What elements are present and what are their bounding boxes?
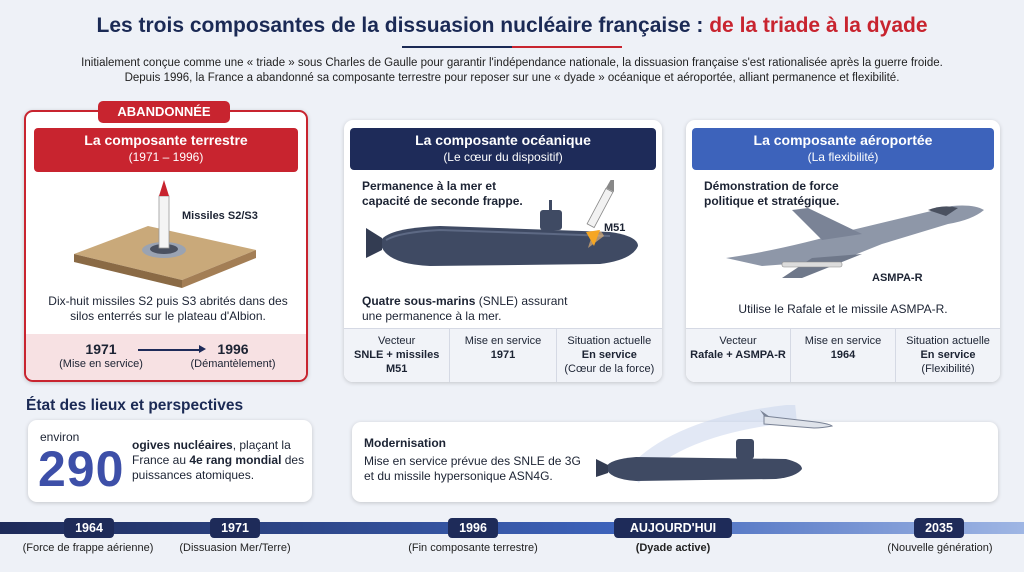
warheads-bold-2: 4e rang mondial <box>189 453 282 467</box>
terrestre-description: Dix-huit missiles S2 puis S3 abrités dans des silos enterrés sur le plateau d'Albion. <box>48 294 288 323</box>
aeroportee-description: Utilise le Rafale et le missile ASMPA-R. <box>738 302 948 316</box>
intro-line-1: Initialement conçue comme une « triade » sous Charles de Gaulle pour garantir l'indépendance nationale, la dissuasion française s'est rationalisée après la guerre froide. <box>81 57 943 69</box>
oceanique-desc-rest: (SNLE) assurant une permanence à la mer. <box>362 294 568 323</box>
terrestre-end-year: 1996 <box>217 341 249 357</box>
terrestre-header <box>34 128 298 172</box>
oceanique-stat-situation <box>556 329 662 382</box>
stat-value: En service <box>920 349 976 361</box>
title-main: Les trois composantes de la dissuasion nucléaire française : <box>96 14 710 37</box>
abandoned-badge: ABANDONNÉE <box>98 101 230 123</box>
warheads-text-1: , plaçant la France au <box>132 438 291 467</box>
timeline-label-today: (Dyade active) <box>635 542 711 554</box>
intro-line-2: Depuis 1996, la France a abandonné sa composante terrestre pour reposer sur une « dyade » océanique et aéroportée, alliant permanence et flexibilité. <box>124 72 900 84</box>
intro-text <box>20 56 1004 86</box>
timeline-label-1996: (Fin composante terrestre) <box>408 542 538 554</box>
timeline-year-today: AUJOURD'HUI <box>614 518 732 538</box>
oceanique-tagline: Permanence à la mer et capacité de seconde frappe. <box>362 179 523 208</box>
aeroportee-stat-vecteur <box>686 329 790 382</box>
aeroportee-stat-situation <box>895 329 1000 382</box>
timeline-label-1964: (Force de frappe aérienne) <box>22 542 154 554</box>
stat-value: Rafale + ASMPA-R <box>690 349 786 361</box>
terrestre-start-label: (Mise en service) <box>59 358 143 370</box>
terrestre-start-year: 1971 <box>85 341 117 357</box>
stat-label: Situation actuelle <box>567 335 652 347</box>
oceanique-subtitle: (Le cœur du dispositif) <box>443 150 563 164</box>
timeline-bar <box>0 522 1024 534</box>
timeline-label-2035: (Nouvelle génération) <box>887 542 993 554</box>
warheads-text <box>132 438 308 483</box>
warheads-card <box>28 420 312 502</box>
oceanique-stats <box>344 328 662 382</box>
timeline-year-1996: 1996 <box>448 518 498 538</box>
aeroportee-stats <box>686 328 1000 382</box>
stat-value: En service <box>581 349 637 361</box>
stat-label: Mise en service <box>804 335 882 347</box>
oceanique-title: La composante océanique <box>415 132 591 148</box>
terrestre-subtitle: (1971 – 1996) <box>128 150 204 164</box>
stat-label: Mise en service <box>464 335 542 347</box>
oceanique-card <box>344 120 662 382</box>
oceanique-stat-vecteur <box>344 329 449 382</box>
terrestre-missile-label: Missiles S2/S3 <box>182 210 258 222</box>
submarine-illustration <box>360 180 650 290</box>
section-title: État des lieux et perspectives <box>26 397 244 414</box>
warheads-text-2: des puissances atomiques. <box>132 453 305 482</box>
terrestre-card <box>24 110 308 382</box>
stat-value: 1971 <box>490 349 516 361</box>
warheads-number: 290 <box>38 441 125 497</box>
rafale-illustration <box>722 200 992 280</box>
warheads-bold-1: ogives nucléaires <box>132 438 233 452</box>
stat-label: Situation actuelle <box>906 335 990 347</box>
stat-value: SNLE + missiles M51 <box>354 349 440 375</box>
oceanique-header <box>350 128 656 170</box>
oceanique-desc-bold: Quatre sous-marins <box>362 294 476 308</box>
hypersonic-missile-icon <box>760 408 834 434</box>
timeline-label-1971: (Dissuasion Mer/Terre) <box>179 542 291 554</box>
oceanique-stat-service <box>449 329 555 382</box>
modernisation-title: Modernisation <box>364 436 447 450</box>
aeroportee-subtitle: (La flexibilité) <box>807 150 879 164</box>
aeroportee-tagline: Démonstration de force politique et stratégique. <box>704 179 840 208</box>
aeroportee-header <box>692 128 994 170</box>
oceanique-missile-label: M51 <box>604 222 626 234</box>
silo-illustration <box>66 176 286 294</box>
aeroportee-title: La composante aéroportée <box>753 132 933 148</box>
stat-label: Vecteur <box>719 335 757 347</box>
stat-note: (Flexibilité) <box>921 363 975 375</box>
modernisation-text: Mise en service prévue des SNLE de 3G et du missile hypersonique ASN4G. <box>364 454 581 483</box>
timeline-year-1964: 1964 <box>64 518 114 538</box>
terrestre-title: La composante terrestre <box>84 132 248 148</box>
terrestre-end-label: (Démantèlement) <box>190 358 276 370</box>
warheads-prefix: environ <box>40 430 80 444</box>
oceanique-description <box>362 294 582 324</box>
timeline-year-1971: 1971 <box>210 518 260 538</box>
aeroportee-missile-label: ASMPA-R <box>872 272 923 284</box>
title-divider <box>402 46 622 48</box>
timeline-year-2035: 2035 <box>914 518 964 538</box>
stat-label: Vecteur <box>378 335 416 347</box>
aeroportee-stat-service <box>790 329 895 382</box>
stat-note: (Cœur de la force) <box>564 363 655 375</box>
aeroportee-card <box>686 120 1000 382</box>
page-title <box>0 14 1024 38</box>
title-highlight: de la triade à la dyade <box>709 14 928 37</box>
stat-value: 1964 <box>830 349 856 361</box>
